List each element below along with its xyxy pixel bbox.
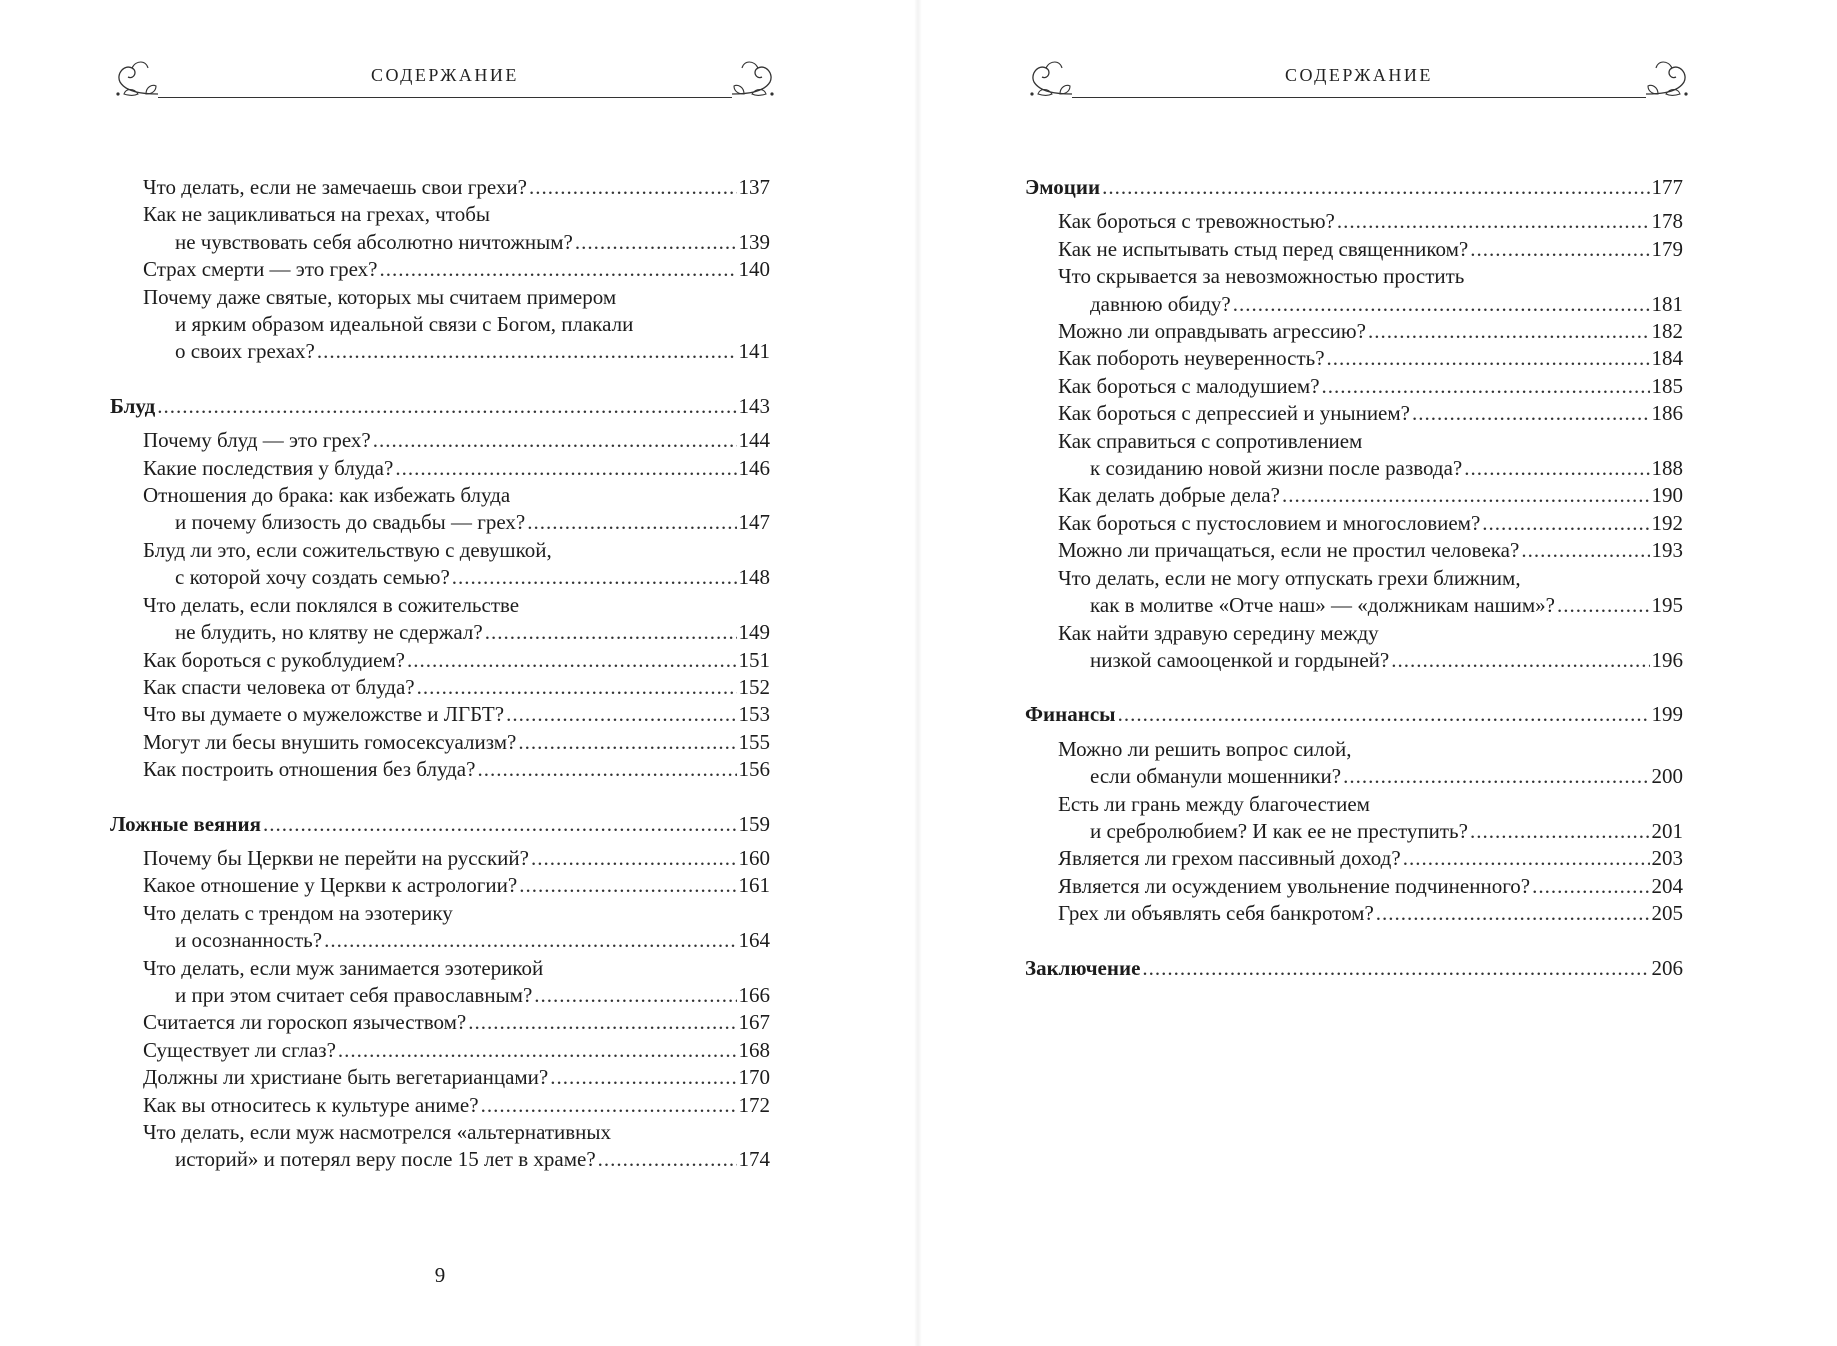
toc-entry-line [1058,510,1683,537]
toc-entry-text: Должны ли христиане быть вегетарианцами? [143,1065,549,1090]
toc-entry-text: как в молитве «Отче наш» — «должникам нашим»? [1090,593,1555,618]
toc-entry-line [143,256,770,283]
toc-entry[interactable] [1025,791,1683,846]
toc-page-number: 148 [738,565,770,590]
toc-entry-line [1058,482,1683,509]
dot-leader [157,393,736,420]
section-title: Заключение [1025,955,1141,980]
toc-entry-text: к созиданию новой жизни после развода? [1090,456,1463,481]
toc-entry-line [143,174,770,201]
dot-leader [1557,592,1650,619]
toc-entry-text: Почему бы Церкви не перейти на русский? [143,845,529,870]
toc-entry-text: Как найти здравую середину между [1058,620,1379,645]
dot-leader [477,756,736,783]
toc-entry-line [143,338,770,365]
toc-entry-line [143,482,770,509]
dot-leader [1233,291,1650,318]
toc-entry-text: Является ли грехом пассивный доход? [1058,846,1401,871]
toc-entry-text: Можно ли причащаться, если не простил человека? [1058,538,1520,563]
toc-entry-text: Что делать, если не могу отпускать грехи ближним, [1058,565,1521,590]
toc-entry-text: и ярким образом идеальной связи с Богом, плакали [175,312,634,337]
dot-leader [1521,537,1649,564]
toc-entry-text: Могут ли бесы внушить гомосексуализм? [143,729,517,754]
toc-section-heading[interactable] [1025,955,1683,982]
toc-entry-text: Как вы относитесь к культуре аниме? [143,1092,479,1117]
toc-section [1025,701,1683,927]
toc-entry-line [143,619,770,646]
toc-entry-line [143,201,770,228]
toc-entry[interactable] [1025,900,1683,927]
toc-page-number: 196 [1651,647,1683,672]
dot-leader [1464,455,1649,482]
section-title: Блуд [110,393,156,418]
toc-entry[interactable] [110,1009,770,1036]
toc-page-number: 151 [738,647,770,672]
toc-entry[interactable] [110,455,770,482]
toc-page-number: 137 [738,175,770,199]
dot-leader [317,338,737,365]
section-title: Финансы [1025,702,1116,727]
dot-leader [598,1146,737,1173]
toc-entry[interactable] [110,201,770,256]
dot-leader [373,427,737,454]
toc-page-number: 166 [738,982,770,1007]
toc-page-number: 205 [1651,901,1683,926]
toc-entry[interactable] [110,1064,770,1091]
toc-page-number: 184 [1651,346,1683,371]
toc-entry[interactable] [110,729,770,756]
floral-ornament-icon [1642,56,1692,100]
toc-page-number: 139 [738,229,770,254]
toc-page-number: 182 [1651,319,1683,344]
toc-entry-text: историй» и потерял веру после 15 лет в храме? [175,1147,596,1172]
toc-entry-line [1058,236,1683,263]
toc-page-number: 203 [1651,846,1683,871]
toc-entry-text: Какие последствия у блуда? [143,455,394,480]
dot-leader [1391,647,1649,674]
dot-leader [1482,510,1649,537]
dot-leader [1142,955,1649,982]
toc-page-number: 144 [738,428,770,453]
toc-entry-text: Какое отношение у Церкви к астрологии? [143,873,518,898]
toc-entry-line [1058,900,1683,927]
toc-entry-text: о своих грехах? [175,339,315,364]
toc-entry[interactable] [110,955,770,1010]
toc-page-number: 167 [738,1010,770,1035]
toc-entry-text: Как бороться с рукоблудием? [143,647,405,672]
toc-page-number: 143 [738,393,770,418]
toc-page-number: 174 [738,1147,770,1172]
dot-leader [338,1037,737,1064]
toc-entry-line [143,592,770,619]
toc-entry-text: и почему близость до свадьбы — грех? [175,510,526,535]
toc-entry[interactable] [110,872,770,899]
toc-entry[interactable] [1025,373,1683,400]
toc-page-number: 164 [738,928,770,953]
dot-leader [1282,482,1650,509]
toc-page-number: 186 [1651,401,1683,426]
toc-entry-text: и сребролюбием? И как ее не преступить? [1090,818,1468,843]
dot-leader [1403,845,1650,872]
toc-entry[interactable] [110,701,770,728]
toc-entry-line [143,1146,770,1173]
toc-entry-line [1058,791,1683,818]
dot-leader [529,174,737,201]
toc-page-number: 141 [738,339,770,364]
toc-page-number: 147 [738,510,770,535]
toc-entry-line [1058,763,1683,790]
toc-entry-text: Есть ли грань между благочестием [1058,791,1370,816]
toc-page-number: 161 [738,873,770,898]
toc-entry-text: если обманули мошенники? [1090,764,1342,789]
dot-leader [1337,208,1650,235]
toc-entry-text: Как бороться с депрессией и унынием? [1058,401,1410,426]
toc-entry-line [1058,400,1683,427]
toc-entry[interactable] [110,427,770,454]
toc-entry[interactable] [1025,236,1683,263]
toc-section-entries [110,845,770,1174]
dot-leader [1470,236,1649,263]
toc-entry-text: Как справиться с сопротивлением [1058,428,1363,453]
dot-leader [481,1092,737,1119]
toc-page-number: 199 [1651,702,1683,727]
toc-entry[interactable] [1025,318,1683,345]
toc-page-number: 195 [1651,593,1683,618]
toc-entry[interactable] [1025,345,1683,372]
left-table-of-contents [110,174,770,1174]
toc-entry-text: давнюю обиду? [1090,291,1231,316]
toc-page-number: 193 [1651,538,1683,563]
toc-entry[interactable] [110,756,770,783]
toc-entry-line [143,427,770,454]
toc-entry-line [143,509,770,536]
toc-entry-line [143,1037,770,1064]
toc-entry-line [1058,345,1683,372]
toc-entry[interactable] [1025,873,1683,900]
toc-entry-line [1058,873,1683,900]
toc-section [110,393,770,784]
toc-entry-text: и при этом считает себя православным? [175,982,533,1007]
toc-entry[interactable] [1025,620,1683,675]
page-number: 9 [434,1263,446,1287]
toc-section [1025,174,1683,674]
dot-leader [1322,373,1650,400]
toc-entry-text: Блуд ли это, если сожительствую с девушкой, [143,537,552,562]
toc-entry-text: Как построить отношения без блуда? [143,757,476,782]
toc-entry-text: Можно ли решить вопрос силой, [1058,736,1352,761]
dot-leader [531,845,737,872]
dot-leader [518,729,736,756]
section-title: Эмоции [1025,175,1101,199]
toc-page-number: 140 [738,257,770,282]
toc-entry-text: Как не испытывать стыд перед священником? [1058,236,1469,261]
dot-leader [1118,701,1650,728]
toc-page-number: 177 [1651,175,1683,199]
toc-entry[interactable] [1025,263,1683,318]
dot-leader [263,811,737,838]
toc-entry-text: Существует ли сглаз? [143,1037,336,1062]
toc-page-number: 156 [738,757,770,782]
toc-entry-line [143,284,770,311]
toc-entry[interactable] [1025,537,1683,564]
toc-page-number: 201 [1651,818,1683,843]
toc-entry-text: Как делать добрые дела? [1058,483,1280,508]
toc-section-entries [1025,736,1683,928]
header-rule [158,97,732,98]
toc-entry-line [143,845,770,872]
toc-entry-line [143,311,770,338]
toc-entry[interactable] [110,647,770,674]
toc-entry-text: Как бороться с малодушием? [1058,373,1320,398]
toc-section-entries [110,427,770,783]
toc-page-number: 188 [1651,456,1683,481]
toc-page-number: 192 [1651,510,1683,535]
toc-entry-line [143,982,770,1009]
toc-entry-line [1058,845,1683,872]
toc-page-number: 159 [738,811,770,836]
toc-entry-line [143,229,770,256]
toc-entry-text: низкой самооценкой и гордыней? [1090,647,1390,672]
header-title: СОДЕРЖАНИЕ [1285,65,1433,85]
toc-entry[interactable] [110,1037,770,1064]
toc-section [1025,955,1683,982]
toc-entry-line [1058,263,1683,290]
toc-entry[interactable] [110,256,770,283]
toc-page-number: 155 [738,729,770,754]
toc-entry[interactable] [1025,482,1683,509]
toc-entry[interactable] [110,174,770,201]
toc-page-number: 204 [1651,873,1683,898]
header-rule [1072,97,1646,98]
dot-leader [1376,900,1650,927]
toc-entry[interactable] [1025,208,1683,235]
toc-entry[interactable] [110,845,770,872]
toc-entry-text: Почему даже святые, которых мы считаем примером [143,284,617,309]
dot-leader [1470,818,1650,845]
toc-entry-text: не блудить, но клятву не сдержал? [175,620,483,645]
toc-entry-line [1058,428,1683,455]
toc-page-number: 160 [738,845,770,870]
toc-entry[interactable] [110,1119,770,1174]
toc-entry-line [1058,620,1683,647]
toc-entry-line [1058,647,1683,674]
toc-entry-text: Грех ли объявлять себя банкротом? [1058,901,1374,926]
right-page-header [1024,50,1694,110]
toc-entry-line [143,674,770,701]
left-page-header [110,50,780,110]
floral-ornament-icon [728,56,778,100]
toc-entry-text: Почему блуд — это грех? [143,428,371,453]
toc-entry-line [1058,565,1683,592]
toc-entry-text: Что скрывается за невозможностью простить [1058,264,1465,289]
left-page [0,0,918,1346]
dot-leader [1327,345,1650,372]
toc-entry-line [143,564,770,591]
toc-entry-line [1058,208,1683,235]
dot-leader [575,229,737,256]
dot-leader [417,674,737,701]
dot-leader [324,927,736,954]
toc-entry-text: Что делать, если не замечаешь свои грехи? [143,175,527,199]
toc-entry-line [143,729,770,756]
toc-page-number: 185 [1651,373,1683,398]
toc-entry[interactable] [1025,845,1683,872]
toc-entry[interactable] [110,674,770,701]
toc-entry-line [143,1119,770,1146]
dot-leader [485,619,737,646]
toc-entry-text: не чувствовать себя абсолютно ничтожным? [175,229,573,254]
toc-entry-line [143,647,770,674]
toc-page-number: 178 [1651,209,1683,234]
toc-entry-line [1058,818,1683,845]
toc-entry-line [143,1009,770,1036]
toc-entry-text: Что делать, если поклялся в сожительстве [143,592,520,617]
dot-leader [1412,400,1650,427]
toc-entry-line [143,756,770,783]
toc-entry[interactable] [110,482,770,537]
toc-entry[interactable] [110,284,770,366]
toc-page-number: 179 [1651,236,1683,261]
toc-entry-line [143,1092,770,1119]
toc-entry[interactable] [110,537,770,592]
toc-entry[interactable] [110,900,770,955]
toc-entry-text: Как побороть неуверенность? [1058,346,1325,371]
toc-entry-line [143,927,770,954]
toc-entry-text: с которой хочу создать семью? [175,565,450,590]
toc-page-number: 181 [1651,291,1683,316]
toc-page-number: 146 [738,455,770,480]
toc-page-number: 168 [738,1037,770,1062]
dot-leader [1102,174,1649,201]
toc-entry-text: Что вы думаете о мужеложстве и ЛГБТ? [143,702,505,727]
toc-entry[interactable] [1025,565,1683,620]
toc-section [110,811,770,1174]
dot-leader [468,1009,736,1036]
toc-entry-text: Можно ли оправдывать агрессию? [1058,319,1366,344]
toc-entry-text: Как не зацикливаться на грехах, чтобы [143,202,490,227]
toc-page-number: 172 [738,1092,770,1117]
toc-entry-text: Считается ли гороскоп язычеством? [143,1010,467,1035]
section-title: Ложные веяния [110,811,261,836]
toc-entry-text: Страх смерти — это грех? [143,257,378,282]
dot-leader [395,455,736,482]
dot-leader [519,872,736,899]
toc-entry[interactable] [1025,400,1683,427]
dot-leader [452,564,737,591]
toc-entry[interactable] [110,592,770,647]
toc-entry-line [1058,373,1683,400]
toc-entry[interactable] [1025,736,1683,791]
toc-entry-text: Отношения до брака: как избежать блуда [143,483,511,508]
header-title: СОДЕРЖАНИЕ [371,65,519,85]
dot-leader [527,509,736,536]
toc-entry-line [143,955,770,982]
toc-section-heading[interactable] [1025,174,1683,201]
toc-section-heading[interactable] [1025,701,1683,728]
toc-entry-line [1058,736,1683,763]
toc-entry-line [1058,592,1683,619]
toc-entry-text: Что делать, если муж занимается эзотерикой [143,955,544,980]
toc-entry-text: Что делать с трендом на эзотерику [143,900,453,925]
toc-page-number: 200 [1651,764,1683,789]
dot-leader [550,1064,736,1091]
dot-leader [506,701,736,728]
toc-page-number: 152 [738,674,770,699]
toc-entry-text: и осознанность? [175,928,323,953]
right-page [918,0,1837,1346]
toc-entry-text: Является ли осуждением увольнение подчиненного? [1058,873,1531,898]
dot-leader [1368,318,1650,345]
toc-entry-line [143,872,770,899]
toc-entry-line [1058,291,1683,318]
toc-section-entries [1025,208,1683,674]
toc-continued-section [110,174,770,366]
toc-entry-line [1058,455,1683,482]
toc-entry-line [143,1064,770,1091]
toc-entry-text: Как бороться с тревожностью? [1058,209,1335,234]
toc-entry[interactable] [1025,428,1683,483]
toc-entry-line [1058,318,1683,345]
toc-entry[interactable] [1025,510,1683,537]
toc-entry-line [143,900,770,927]
dot-leader [1532,873,1649,900]
toc-entry-line [1058,537,1683,564]
toc-entry-line [143,701,770,728]
toc-section-heading[interactable] [110,811,770,838]
toc-entry-line [143,455,770,482]
right-table-of-contents [1025,174,1683,982]
toc-entry-text: Как спасти человека от блуда? [143,674,415,699]
dot-leader [1343,763,1649,790]
toc-page-number: 206 [1651,955,1683,980]
toc-entry[interactable] [110,1092,770,1119]
toc-entry-text: Как бороться с пустословием и многословием? [1058,510,1481,535]
toc-page-number: 149 [738,620,770,645]
toc-entry-text: Что делать, если муж насмотрелся «альтернативных [143,1120,612,1144]
toc-page-number: 170 [738,1065,770,1090]
dot-leader [534,982,736,1009]
toc-page-number: 190 [1651,483,1683,508]
dot-leader [379,256,736,283]
toc-entry-line [143,537,770,564]
toc-section-heading[interactable] [110,393,770,420]
dot-leader [407,647,737,674]
toc-page-number: 153 [738,702,770,727]
